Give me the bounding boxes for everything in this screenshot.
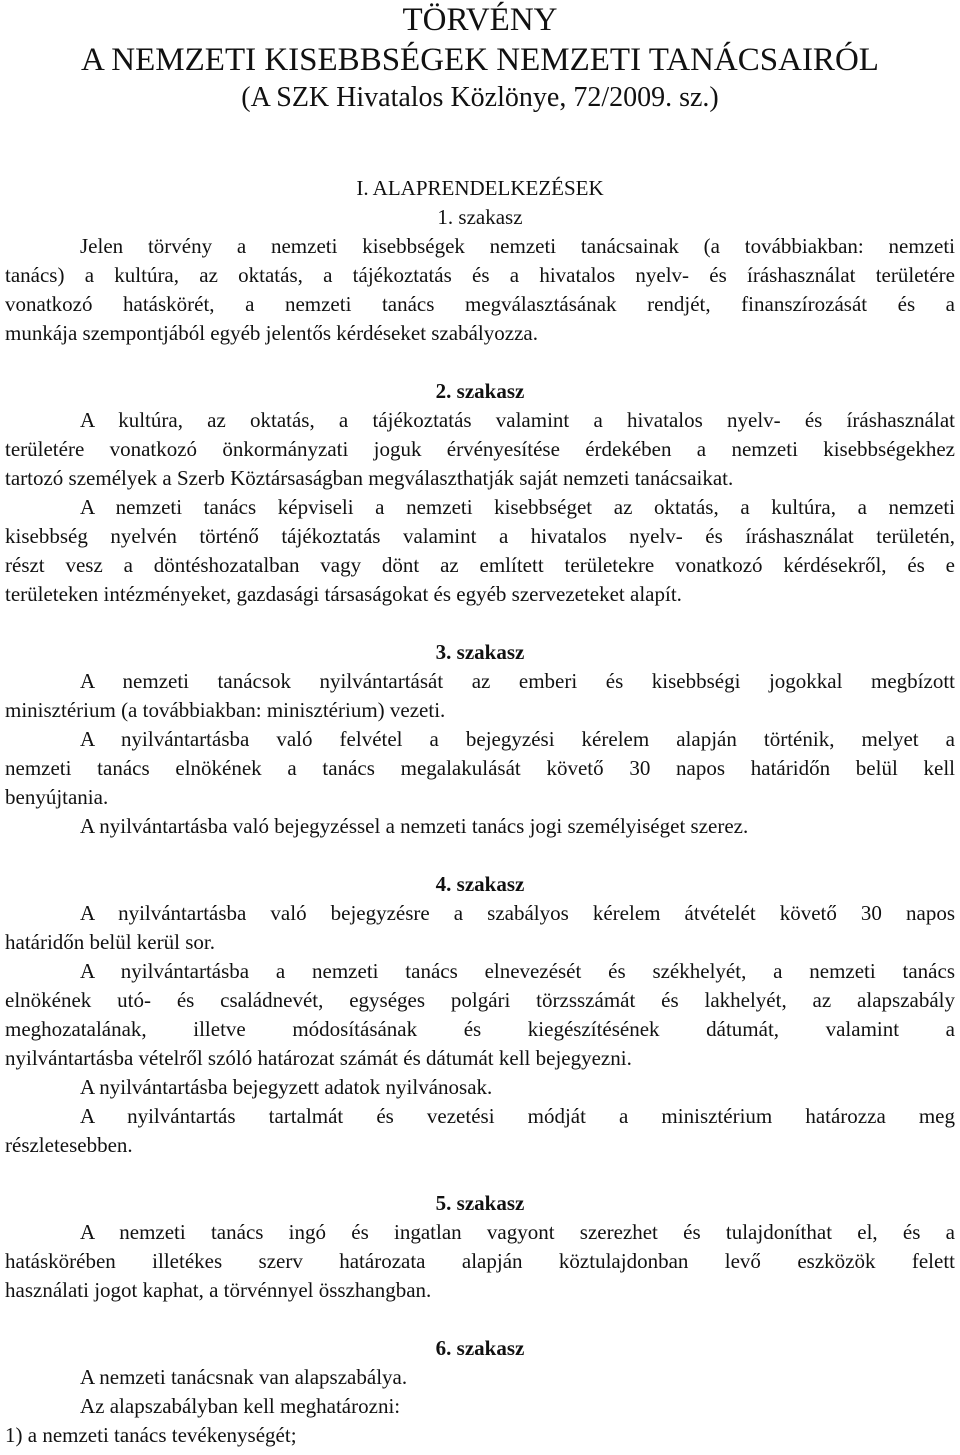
text-line: A nyilvántartásba való bejegyzésre a szabályos kérelem átvételét követő 30 napos — [80, 900, 955, 925]
text-line: vonatkozó hatáskörét, a nemzeti tanács megválasztásának rendjét, finanszírozását és a — [5, 291, 955, 316]
text-line: munkája szempontjából egyéb jelentős kérdéseket szabályozza. — [5, 320, 538, 345]
section-heading: 2. szakasz — [435, 378, 525, 403]
paragraph — [5, 1392, 955, 1421]
text-line: elnökének utó- és családnevét, egységes polgári törzsszámát és lakhelyét, az alapszabály — [5, 987, 955, 1012]
paragraph — [5, 406, 955, 493]
text-line: részt vesz a döntéshozatalban vagy dönt az említett területekre vonatkozó kérdésekről, és e — [5, 552, 955, 577]
text-line: nyilvántartásba vételről szóló határozat számát és dátumát kell bejegyezni. — [5, 1045, 632, 1070]
text-line: Jelen törvény a nemzeti kisebbségek nemzeti tanácsainak (a továbbiakban: nemzeti — [80, 233, 955, 258]
text-line: A nyilvántartásba a nemzeti tanács elnevezését és székhelyét, a nemzeti tanács — [80, 958, 955, 983]
spacer — [5, 1160, 955, 1189]
section-heading: 5. szakasz — [435, 1190, 525, 1215]
text-line: határidőn belül kerül sor. — [5, 929, 215, 954]
section — [5, 377, 955, 609]
spacer — [5, 609, 955, 638]
paragraph — [5, 667, 955, 725]
text-line: A nemzeti tanács ingó és ingatlan vagyont szerezhet és tulajdoníthat el, és a — [80, 1219, 955, 1244]
section-heading: 1. szakasz — [437, 204, 523, 229]
text-line: területeken intézményeket, gazdasági társaságokat és egyéb szervezeteket alapít. — [5, 581, 682, 606]
paragraph — [5, 232, 955, 348]
paragraph — [5, 1363, 955, 1392]
text-line: A nyilvántartás tartalmát és vezetési módját a minisztérium határozza meg — [80, 1103, 955, 1128]
text-line: A kultúra, az oktatás, a tájékoztatás valamint a hivatalos nyelv- és íráshasználat — [80, 407, 955, 432]
paragraph — [5, 812, 955, 841]
list — [5, 1421, 955, 1450]
section — [5, 870, 955, 1160]
spacer — [5, 1305, 955, 1334]
text-line: A nyilvántartásba való bejegyzéssel a nemzeti tanács jogi személyiséget szerez. — [80, 813, 749, 838]
section-heading: 3. szakasz — [435, 639, 525, 664]
text-line: kisebbség nyelvén történő tájékoztatás valamint a hivatalos nyelv- és íráshasználat területén, — [5, 523, 955, 548]
text-line: A nemzeti tanács képviseli a nemzeti kisebbséget az oktatás, a kultúra, a nemzeti — [80, 494, 955, 519]
law-title: TÖRVÉNY — [402, 2, 558, 38]
text-line: nemzeti tanács elnökének a tanács megalakulását követő 30 napos határidőn belül kell — [5, 755, 955, 780]
text-line: tartozó személyek a Szerb Köztársaságban megválaszthatják saját nemzeti tanácsaikat. — [5, 465, 734, 490]
text-line: hatáskörében illetékes szerv határozata alapján köztulajdonban levő eszközök felett — [5, 1248, 955, 1273]
section-heading: 6. szakasz — [435, 1335, 525, 1360]
paragraph — [5, 1073, 955, 1102]
section — [5, 1189, 955, 1305]
text-line: területére vonatkozó önkormányzati joguk érvényesítése érdekében a nemzeti kisebbségekhez — [5, 436, 955, 461]
text-line: A nyilvántartásba való felvétel a bejegyzési kérelem alapján történik, melyet a — [80, 726, 955, 751]
text-line: Az alapszabályban kell meghatározni: — [80, 1393, 401, 1418]
spacer — [5, 841, 955, 870]
paragraph — [5, 957, 955, 1073]
paragraph — [5, 1102, 955, 1160]
text-line: meghozatalának, illetve módosításának és kiegészítésének dátumát, valamint a — [5, 1016, 955, 1041]
list-item: 1) a nemzeti tanács tevékenységét; — [5, 1422, 297, 1447]
text-line: A nemzeti tanácsok nyilvántartását az emberi és kisebbségi jogokkal megbízott — [80, 668, 955, 693]
paragraph — [5, 725, 955, 812]
section — [5, 203, 955, 348]
text-line: A nemzeti tanácsnak van alapszabálya. — [80, 1364, 408, 1389]
paragraph — [5, 899, 955, 957]
paragraph — [5, 493, 955, 609]
law-subtitle: A NEMZETI KISEBBSÉGEK NEMZETI TANÁCSAIRÓL — [81, 42, 879, 78]
section — [5, 1334, 955, 1450]
document-header — [0, 0, 960, 116]
text-line: tanács) a kultúra, az oktatás, a tájékoztatás és a hivatalos nyelv- és íráshasználat területére — [5, 262, 955, 287]
text-line: minisztérium (a továbbiakban: minisztérium) vezeti. — [5, 697, 446, 722]
paragraph — [5, 1218, 955, 1305]
section-heading: 4. szakasz — [435, 871, 525, 896]
document-body — [0, 174, 960, 1450]
text-line: részletesebben. — [5, 1132, 133, 1157]
spacer — [5, 348, 955, 377]
section — [5, 638, 955, 841]
text-line: A nyilvántartásba bejegyzett adatok nyilvánosak. — [80, 1074, 493, 1099]
text-line: benyújtania. — [5, 784, 109, 809]
publication-source: (A SZK Hivatalos Közlönye, 72/2009. sz.) — [241, 82, 719, 113]
text-line: használati jogot kaphat, a törvénnyel összhangban. — [5, 1277, 432, 1302]
chapter-heading: I. ALAPRENDELKEZÉSEK — [356, 175, 604, 200]
